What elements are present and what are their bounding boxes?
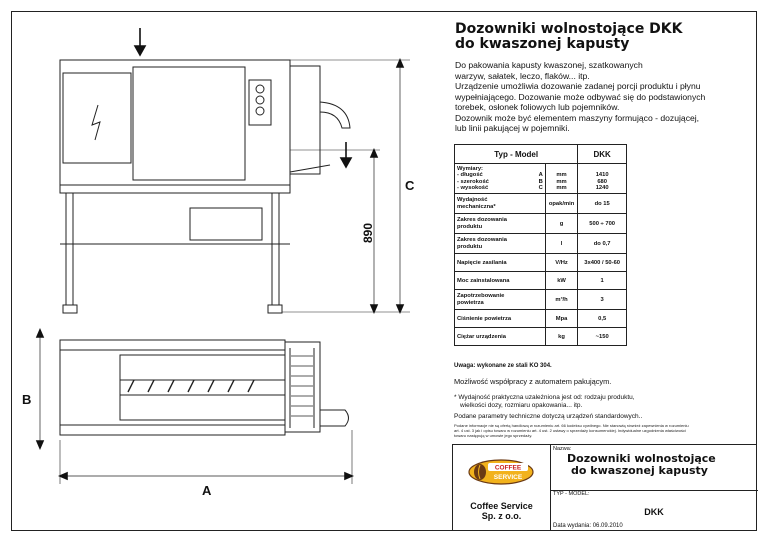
spec-row-label: Zapotrzebowanie xyxy=(457,293,505,299)
intro-line: warzyw, sałatek, leczo, flaków... itp. xyxy=(455,70,590,81)
hopper xyxy=(290,66,320,174)
discharge-chute xyxy=(320,102,350,128)
spec-dim-label: - wysokość xyxy=(457,185,489,191)
note-line: * Wydajność praktyczna uzależniona jest od: rodzaju produktu, xyxy=(454,394,635,401)
intro-line: Dozownik może być elementem maszyny formująco - dozującej, xyxy=(455,112,700,123)
spec-row-label: powietrza xyxy=(457,299,484,306)
spec-dim-units xyxy=(545,164,578,194)
spec-table xyxy=(454,144,627,346)
spec-row-label: Zakres dozowania xyxy=(457,217,507,223)
spec-row-label: mechaniczna* xyxy=(457,203,496,210)
title-block xyxy=(452,444,757,531)
spec-value: 500 ÷ 700 xyxy=(578,214,627,234)
product-name-line: do kwaszonej kapusty xyxy=(571,464,708,477)
spec-row xyxy=(455,214,627,234)
spec-value: 1240 xyxy=(595,185,609,191)
control-knob-icon xyxy=(256,107,264,115)
spec-unit: kW xyxy=(545,272,578,290)
spec-row xyxy=(455,194,627,214)
name-cell xyxy=(550,445,758,491)
spec-row-label: Zakres dozowania xyxy=(457,237,507,243)
type-label: TYP - MODEL: xyxy=(553,491,590,497)
spec-row xyxy=(455,272,627,290)
foot xyxy=(268,305,282,313)
spec-dim-letter: C xyxy=(538,185,543,191)
spec-row-label: produktu xyxy=(457,223,483,230)
legal-fine-print xyxy=(454,423,744,438)
spec-row xyxy=(455,310,627,328)
intro-text xyxy=(455,60,755,134)
front-panel xyxy=(133,67,245,180)
spec-dim-values xyxy=(578,164,627,194)
spec-row-label: Napięcie zasilania xyxy=(455,254,546,272)
note-efficiency xyxy=(454,394,744,410)
frame-rail xyxy=(60,185,290,193)
note-automation: Możliwość współpracy z automatem pakującym. xyxy=(454,377,612,386)
intro-line: Do pakowania kapusty kwaszonej, szatkowanych xyxy=(455,60,643,70)
spec-unit: l xyxy=(545,234,578,254)
spec-dim-letter: B xyxy=(538,178,543,185)
company-line: Coffee Service xyxy=(470,501,533,511)
spec-value: 680 xyxy=(597,178,607,185)
spec-unit: Mpa xyxy=(545,310,578,328)
label-b: B xyxy=(22,392,32,407)
spec-value: do 0,7 xyxy=(578,234,627,254)
spec-unit: m³/h xyxy=(545,290,578,310)
electrical-cabinet-door xyxy=(63,73,131,163)
fine-line: art. 4 ust. 3 jak i opisu towaru w rozumieniu art. 4 ust. 2 ustawy o sprzedaży konsumenckiej. Indywidualne uzgodnienia właściwości xyxy=(454,428,686,433)
high-voltage-icon xyxy=(92,105,100,140)
company-name xyxy=(453,501,550,521)
spec-value: 1410 xyxy=(595,172,609,178)
spec-value: ~150 xyxy=(578,328,627,346)
spec-row xyxy=(455,234,627,254)
label-c: C xyxy=(405,178,415,193)
name-label: Nazwa: xyxy=(553,446,572,452)
conveyor xyxy=(120,355,285,420)
note-line: wielkości dozy, rozmiaru opakowania... itp. xyxy=(460,402,583,409)
outlet xyxy=(320,410,349,426)
type-cell xyxy=(550,490,758,531)
spec-value: 3 xyxy=(578,290,627,310)
spec-row xyxy=(455,254,627,272)
spec-row-label: Ciśnienie powietrza xyxy=(455,310,546,328)
intro-line: lub linii pakującej w pojemniki. xyxy=(455,123,570,133)
spec-row xyxy=(455,328,627,346)
control-knob-icon xyxy=(256,96,264,104)
spec-row-label: Moc zainstalowana xyxy=(455,272,546,290)
coffee-bean-icon xyxy=(474,464,486,480)
spec-unit: mm xyxy=(556,178,567,185)
company-line: Sp. z o.o. xyxy=(481,511,522,521)
coffee-service-logo xyxy=(468,459,534,485)
company-cell xyxy=(453,445,551,531)
spec-header-model: Typ - Model xyxy=(455,145,578,164)
svg-text:SERVICE: SERVICE xyxy=(493,474,523,481)
label-a: A xyxy=(202,483,212,498)
spec-value: do 15 xyxy=(578,194,627,214)
page-title xyxy=(455,22,683,52)
spec-value: 0,5 xyxy=(578,310,627,328)
spec-unit: kg xyxy=(545,328,578,346)
spec-unit: V/Hz xyxy=(545,254,578,272)
type-value: DKK xyxy=(644,507,664,517)
top-view-body xyxy=(60,340,285,435)
spec-unit: mm xyxy=(556,185,567,191)
title-line: do kwaszonej kapusty xyxy=(455,36,630,52)
spec-dim-label: Wymiary: xyxy=(457,165,483,172)
control-panel xyxy=(249,80,271,125)
spec-value: 1 xyxy=(578,272,627,290)
intro-line: wypełniającego. Dozowanie może odbywać się do podstawionych xyxy=(455,91,706,102)
foot xyxy=(63,305,77,313)
note-steel: Uwaga: wykonane ze stali KO 304. xyxy=(454,363,552,369)
spec-row-label: produktu xyxy=(457,243,483,250)
drive-box xyxy=(190,208,262,240)
product-name xyxy=(567,453,716,477)
spec-dim-label: - szerokość xyxy=(457,178,489,185)
control-knob-icon xyxy=(256,85,264,93)
intro-line: Urządzenie umożliwia dozowanie zadanej porcji produktu i płynu xyxy=(455,81,701,91)
product-name-line: Dozowniki wolnostojące xyxy=(567,452,716,465)
spec-row xyxy=(455,290,627,310)
spec-unit: opak/min xyxy=(545,194,578,214)
machine-body xyxy=(60,60,290,185)
label-890: 890 xyxy=(361,222,375,243)
fine-line: Podane informacje nie są ofertą handlową w rozumieniu art. 66 kodeksu cywilnego. Nie stanowią również zapewnienia w rozumieniu xyxy=(454,423,689,428)
issue-date: Data wydania: 06.09.2010 xyxy=(553,523,623,529)
intro-line: torebek, osłonek foliowych lub pojemników. xyxy=(455,102,620,112)
spec-value: 3x400 / 50-60 xyxy=(578,254,627,272)
fine-line: towaru następują w umowie jego sprzedaży. xyxy=(454,433,533,438)
spec-dim-labels xyxy=(455,164,546,194)
spec-unit: mm xyxy=(556,172,567,178)
spec-dim-label: - długość xyxy=(457,172,483,178)
note-standard: Podane parametry techniczne dotyczą urządzeń standardowych.. xyxy=(454,413,643,420)
spec-row-label: Ciężar urządzenia xyxy=(455,328,546,346)
spec-unit: g xyxy=(545,214,578,234)
spout xyxy=(290,165,330,172)
title-line: Dozowniki wolnostojące DKK xyxy=(455,21,683,37)
spec-row-label: Wydajność xyxy=(457,197,488,203)
spec-header-dkk: DKK xyxy=(578,145,627,164)
spec-dim-letter: A xyxy=(538,172,543,178)
svg-text:COFFEE: COFFEE xyxy=(494,464,522,472)
